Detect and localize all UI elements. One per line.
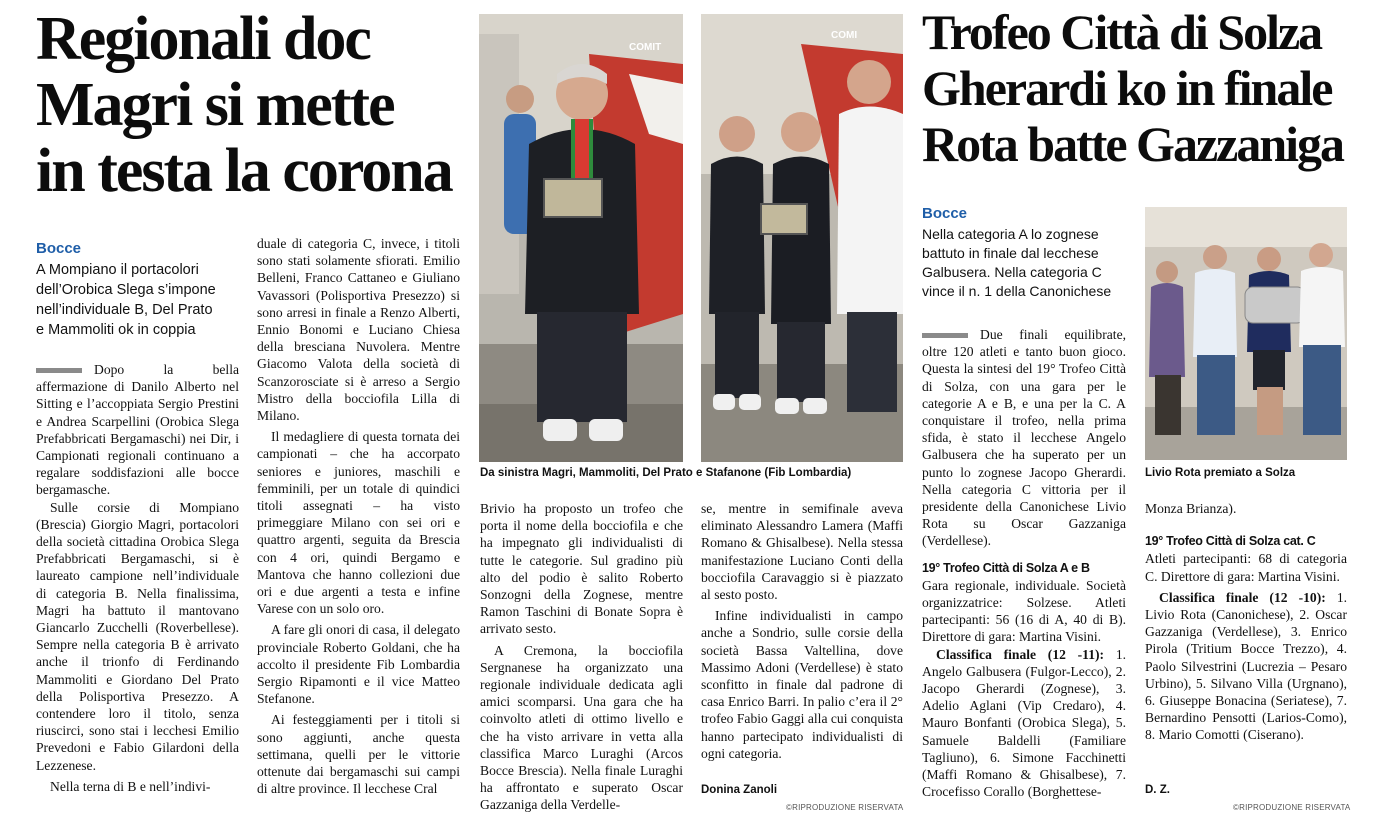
body-paragraph: Brivio ha proposto un trofeo che porta il nome della bocciofila e che ha impegnato gli individualisti di tutte le categorie. Sul gradino più alto del podio è salito Roberto Sonzogni della Zognese, mentre Ramon Taschini di Bonate Sopra è arrivato sesto. <box>480 501 683 637</box>
left-headline-line: in testa la corona <box>36 137 452 205</box>
section-c-rank: 1. Livio Rota (Canonichese), 2. Oscar Gazzaniga (Verdellese), 3. Enrico Pirola (Tritium Bocce Trezzo), 4. Paolo Silvestrini (Lucrezia – Pesaro Urbino), 5. Silvano Villa (Urgnano), 6. Giuseppe Bonacina (Seriatese), 7. Bernardino Pensotti (Larios-Como), 8. Mario Comotti (Ciserano). <box>1145 589 1347 743</box>
right-summary-line: vince il n. 1 della Canonichese <box>922 283 1112 299</box>
body-paragraph: A fare gli onori di casa, il delegato provinciale Roberto Goldani, che ha accolto il presidente Fib Lombardia Sergio Ripamonti e il vice Matteo Stefanone. <box>257 622 460 707</box>
left-column-3 <box>480 500 683 819</box>
left-photo-caption: Da sinistra Magri, Mammoliti, Del Prato e Stafanone (Fib Lombardia) <box>480 467 852 479</box>
left-column-4 <box>701 500 903 780</box>
photo-group-image <box>701 14 903 462</box>
photo-rota <box>1145 207 1347 460</box>
right-summary-line: battuto in finale dal lecchese <box>922 245 1099 261</box>
body-paragraph: Infine individualisti in campo anche a Sondrio, sulle corsie della società Bassa Valtellina, dove Massimo Adoni (Verdellese) è stato sconfitto in finale dal padrone di casa Enrico Barri. In palio c’era il 2° trofeo Fabio Gaggi alla cui conquista hanno partecipato individualisti di ogni categoria. <box>701 608 903 761</box>
left-column-1 <box>36 361 239 819</box>
section-ab-rank-label: Classifica finale (12 -11): <box>936 646 1105 662</box>
left-summary-line: e Mammoliti ok in coppia <box>36 322 196 338</box>
left-summary-line: dell’Orobica Slega s’impone <box>36 282 216 298</box>
body-paragraph: Sulle corsie di Mompiano (Brescia) Giorgio Magri, portacolori della società cittadina Orobica Slega Prefabbricati Bergamaschi, si è laureato campione nell’individuale di categoria B. Nella finalissima, Magri ha battuto il mantovano Giancarlo Zucchelli (Roverbellese). Sempre nella categoria B è arrivato anche il trionfo di Ferdinando Mammoliti e Giordano Del Prato della Polisportiva Presezzo. A contendere loro il titolo, senza riuscirci, sono stai i lecchesi Emilio Prevedoni e Fabio Gilardoni della Lezzenese. <box>36 499 239 773</box>
left-summary-line: nell’individuale B, Del Prato <box>36 302 213 318</box>
right-headline-line: Gherardi ko in finale <box>922 60 1332 116</box>
photo-rota-image <box>1145 207 1347 460</box>
right-headline <box>922 4 1343 172</box>
right-photo-caption: Livio Rota premiato a Solza <box>1145 467 1296 479</box>
right-column-1 <box>922 326 1126 819</box>
left-summary-line: A Mompiano il portacolori <box>36 262 199 278</box>
left-summary <box>36 260 246 340</box>
body-paragraph: Monza Brianza). <box>1145 501 1237 516</box>
right-headline-line: Trofeo Città di Solza <box>922 4 1322 60</box>
right-summary <box>922 225 1127 301</box>
body-paragraph: Ai festeggiamenti per i titoli si sono aggiunti, anche questa settimana, quelli per le vittorie ottenute dai bergamaschi sui campi di altre province. Il lecchese Cral <box>257 712 460 797</box>
left-headline <box>36 6 452 204</box>
banner-text: COMIT <box>629 42 662 53</box>
body-paragraph: se, mentre in semifinale aveva eliminato Alessandro Lamera (Maffi Romano & Ghisalbese). Nella stessa manifestazione Luciano Conti della bocciofila Caravaggio si è piazzato al sesto posto. <box>701 501 903 603</box>
left-headline-line: Regionali doc <box>36 5 370 73</box>
body-paragraph: A Cremona, la bocciofila Sergnanese ha organizzato una regionale individuale dedicata agli amici scomparsi. Una gara che ha coinvolto atleti di ottimo livello e che ha visto arrivare in vetta alla classifica Marco Luraghi (Arcos Bocce Brescia). Nella finale Luraghi ha affrontato e superato Oscar Gazzaniga della Verdelle- <box>480 642 683 813</box>
photo-magri <box>479 14 683 462</box>
left-author: Donina Zanoli <box>701 784 778 796</box>
section-ab-rank: 1. Angelo Galbusera (Fulgor-Lecco), 2. Jacopo Gherardi (Zognese), 3. Adelio Aglani (Vip Credaro), 4. Mauro Bonfanti (Orobica Slega), 5. Samuele Baldelli (Familiare Tagliuno), 6. Simone Facchinetti (Maffi Romano & Ghisalbese), 7. Crocefisso Corallo (Borghettese- <box>922 646 1126 800</box>
body-paragraph: Il medagliere di questa tornata dei campionati – che ha accorpato seniores e juniores, maschili e femminili, per un totale di quindici titoli assegnati – ha visto primeggiare Milano con sei ori e quattro argenti, seguita da Brescia con 4 ori, quindi Bergamo e Mantova che hanno collezioni due ori e due argenti a testa e infine Varese con un solo oro. <box>257 429 460 617</box>
section-c-text: Atleti partecipanti: 68 di categoria C. Direttore di gara: Martina Visini. <box>1145 551 1347 584</box>
section-ab-title: 19° Trofeo Città di Solza A e B <box>922 560 1090 575</box>
right-kicker: Bocce <box>922 205 968 222</box>
left-column-2 <box>257 235 460 819</box>
left-copyright: ©RIPRODUZIONE RISERVATA <box>786 803 904 812</box>
photo-group <box>701 14 903 462</box>
banner-text: COMI <box>831 30 858 41</box>
lead-bar <box>922 333 968 338</box>
right-summary-line: Nella categoria A lo zognese <box>922 226 1099 242</box>
section-ab-text: Gara regionale, individuale. Società organizzatrice: Solzese. Atleti partecipanti: 56 (16 di A, 40 di B). Direttore di gara: Martina Visini. <box>922 577 1126 645</box>
body-paragraph: Due finali equilibrate, oltre 120 atleti e tanto buon gioco. Questa la sintesi del 19° Trofeo Città di Solza, con una gara per le categorie A e B, e una per la C. A conquistare il trofeo, nella prima sfida, è stato il lecchese Angelo Galbusera che ha superato per un punto lo zognese Jacopo Gherardi. Nella categoria C vittoria per il presidente della Canonichese Livio Rota su Oscar Gazzaniga (Verdellese). <box>922 327 1126 549</box>
section-c-title: 19° Trofeo Città di Solza cat. C <box>1145 534 1316 549</box>
right-copyright: ©RIPRODUZIONE RISERVATA <box>1233 803 1351 812</box>
section-c-rank-label: Classifica finale (12 -10): <box>1159 589 1326 605</box>
left-headline-line: Magri si mette <box>36 71 394 139</box>
body-paragraph: duale di categoria C, invece, i titoli sono stati solamente sfiorati. Emilio Belleni, Franco Cattaneo e Giuliano Vavassori (Polisportiva Presezzo) si sono arresi in finale a Renzo Alberti, Ennio Bonomi e Luciano Chiesa della bresciana Nuvolera. Mentre Giacomo Valota della società di Scanzorosciate si è arreso a Sergio Mistro della bocciofila Lilla di Milano. <box>257 236 460 424</box>
right-author: D. Z. <box>1145 784 1170 796</box>
right-column-2 <box>1145 500 1347 800</box>
body-paragraph: Dopo la bella affermazione di Danilo Alberto nel Sitting e l’accoppiata Sergio Prestini e Andrea Scarpellini (Orobica Slega Prefabbricati Bergamaschi) nei Dir, i Campionati regionali continuano a regalare soddisfazioni alle bocce bergamasche. <box>36 362 239 498</box>
body-paragraph: Nella terna di B e nell’indivi- <box>50 778 211 794</box>
photo-magri-image <box>479 14 683 462</box>
left-kicker: Bocce <box>36 240 82 257</box>
lead-bar <box>36 368 82 373</box>
right-headline-line: Rota batte Gazzaniga <box>922 116 1344 172</box>
right-summary-line: Galbusera. Nella categoria C <box>922 264 1102 280</box>
